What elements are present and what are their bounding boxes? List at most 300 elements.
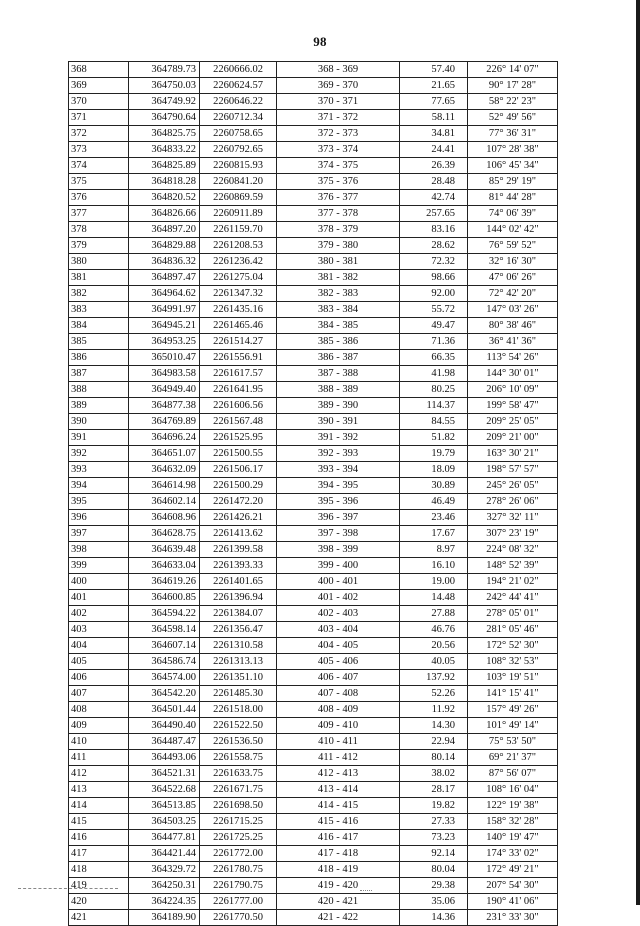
point-number-cell: 405 <box>69 654 129 670</box>
coord-y-cell: 2261159.70 <box>200 222 277 238</box>
coordinates-table <box>68 61 558 926</box>
segment-cell: 372 - 373 <box>277 126 400 142</box>
coord-y-cell: 2261567.48 <box>200 414 277 430</box>
point-number-cell: 403 <box>69 622 129 638</box>
segment-cell: 404 - 405 <box>277 638 400 654</box>
coord-y-cell: 2261606.56 <box>200 398 277 414</box>
coord-y-cell: 2261396.94 <box>200 590 277 606</box>
coord-x-cell: 364833.22 <box>129 142 200 158</box>
segment-cell: 417 - 418 <box>277 846 400 862</box>
coord-x-cell: 364696.24 <box>129 430 200 446</box>
point-number-cell: 399 <box>69 558 129 574</box>
segment-length-cell: 57.40 <box>400 62 468 78</box>
coord-y-cell: 2260666.02 <box>200 62 277 78</box>
direction-angle-cell: 147° 03' 26" <box>468 302 558 318</box>
direction-angle-cell: 87° 56' 07" <box>468 766 558 782</box>
direction-angle-cell: 74° 06' 39" <box>468 206 558 222</box>
point-number-cell: 383 <box>69 302 129 318</box>
point-number-cell: 400 <box>69 574 129 590</box>
coord-y-cell: 2261536.50 <box>200 734 277 750</box>
point-number-cell: 385 <box>69 334 129 350</box>
segment-length-cell: 14.48 <box>400 590 468 606</box>
point-number-cell: 407 <box>69 686 129 702</box>
segment-cell: 415 - 416 <box>277 814 400 830</box>
table-row <box>69 206 558 222</box>
table-row <box>69 398 558 414</box>
segment-cell: 409 - 410 <box>277 718 400 734</box>
point-number-cell: 389 <box>69 398 129 414</box>
point-number-cell: 372 <box>69 126 129 142</box>
segment-length-cell: 19.82 <box>400 798 468 814</box>
direction-angle-cell: 281° 05' 46" <box>468 622 558 638</box>
segment-cell: 382 - 383 <box>277 286 400 302</box>
segment-cell: 408 - 409 <box>277 702 400 718</box>
point-number-cell: 402 <box>69 606 129 622</box>
segment-length-cell: 83.16 <box>400 222 468 238</box>
table-row <box>69 798 558 814</box>
direction-angle-cell: 103° 19' 51" <box>468 670 558 686</box>
direction-angle-cell: 77° 36' 31" <box>468 126 558 142</box>
segment-length-cell: 27.33 <box>400 814 468 830</box>
coord-y-cell: 2261356.47 <box>200 622 277 638</box>
table-row <box>69 830 558 846</box>
table-row <box>69 254 558 270</box>
coord-y-cell: 2261500.55 <box>200 446 277 462</box>
segment-length-cell: 51.82 <box>400 430 468 446</box>
segment-length-cell: 52.26 <box>400 686 468 702</box>
coord-x-cell: 364945.21 <box>129 318 200 334</box>
point-number-cell: 369 <box>69 78 129 94</box>
segment-length-cell: 66.35 <box>400 350 468 366</box>
segment-cell: 414 - 415 <box>277 798 400 814</box>
coord-x-cell: 364983.58 <box>129 366 200 382</box>
point-number-cell: 421 <box>69 910 129 926</box>
direction-angle-cell: 113° 54' 26" <box>468 350 558 366</box>
coord-x-cell: 364189.90 <box>129 910 200 926</box>
table-row <box>69 846 558 862</box>
segment-length-cell: 26.39 <box>400 158 468 174</box>
coord-x-cell: 364493.06 <box>129 750 200 766</box>
direction-angle-cell: 226° 14' 07" <box>468 62 558 78</box>
direction-angle-cell: 47° 06' 26" <box>468 270 558 286</box>
footer-mark <box>360 890 372 891</box>
segment-length-cell: 16.10 <box>400 558 468 574</box>
coord-y-cell: 2261465.46 <box>200 318 277 334</box>
segment-length-cell: 18.09 <box>400 462 468 478</box>
segment-length-cell: 19.00 <box>400 574 468 590</box>
table-row <box>69 734 558 750</box>
coord-y-cell: 2260712.34 <box>200 110 277 126</box>
segment-cell: 389 - 390 <box>277 398 400 414</box>
point-number-cell: 413 <box>69 782 129 798</box>
segment-length-cell: 55.72 <box>400 302 468 318</box>
point-number-cell: 386 <box>69 350 129 366</box>
coord-x-cell: 364586.74 <box>129 654 200 670</box>
segment-length-cell: 34.81 <box>400 126 468 142</box>
coord-x-cell: 364487.47 <box>129 734 200 750</box>
scan-edge-shadow <box>636 0 640 905</box>
segment-cell: 375 - 376 <box>277 174 400 190</box>
point-number-cell: 406 <box>69 670 129 686</box>
direction-angle-cell: 157° 49' 26" <box>468 702 558 718</box>
table-row <box>69 334 558 350</box>
point-number-cell: 381 <box>69 270 129 286</box>
point-number-cell: 411 <box>69 750 129 766</box>
table-row <box>69 718 558 734</box>
coord-y-cell: 2261641.95 <box>200 382 277 398</box>
direction-angle-cell: 278° 05' 01" <box>468 606 558 622</box>
segment-cell: 407 - 408 <box>277 686 400 702</box>
coord-y-cell: 2261770.50 <box>200 910 277 926</box>
segment-length-cell: 80.04 <box>400 862 468 878</box>
direction-angle-cell: 163° 30' 21" <box>468 446 558 462</box>
table-row <box>69 414 558 430</box>
direction-angle-cell: 85° 29' 19" <box>468 174 558 190</box>
segment-length-cell: 71.36 <box>400 334 468 350</box>
segment-length-cell: 19.79 <box>400 446 468 462</box>
coord-x-cell: 364789.73 <box>129 62 200 78</box>
table-row <box>69 750 558 766</box>
coord-y-cell: 2261518.00 <box>200 702 277 718</box>
segment-length-cell: 80.25 <box>400 382 468 398</box>
coord-y-cell: 2260624.57 <box>200 78 277 94</box>
coord-x-cell: 364877.38 <box>129 398 200 414</box>
coord-y-cell: 2261506.17 <box>200 462 277 478</box>
segment-length-cell: 72.32 <box>400 254 468 270</box>
segment-cell: 400 - 401 <box>277 574 400 590</box>
segment-length-cell: 77.65 <box>400 94 468 110</box>
point-number-cell: 408 <box>69 702 129 718</box>
direction-angle-cell: 158° 32' 28" <box>468 814 558 830</box>
coord-x-cell: 364477.81 <box>129 830 200 846</box>
table-row <box>69 558 558 574</box>
segment-cell: 420 - 421 <box>277 894 400 910</box>
segment-length-cell: 46.76 <box>400 622 468 638</box>
table-row <box>69 350 558 366</box>
coord-y-cell: 2260646.22 <box>200 94 277 110</box>
direction-angle-cell: 36° 41' 36" <box>468 334 558 350</box>
coord-y-cell: 2261275.04 <box>200 270 277 286</box>
direction-angle-cell: 144° 02' 42" <box>468 222 558 238</box>
coord-x-cell: 364836.32 <box>129 254 200 270</box>
direction-angle-cell: 206° 10' 09" <box>468 382 558 398</box>
point-number-cell: 419 <box>69 878 129 894</box>
direction-angle-cell: 209° 25' 05" <box>468 414 558 430</box>
point-number-cell: 412 <box>69 766 129 782</box>
coord-y-cell: 2261500.29 <box>200 478 277 494</box>
segment-cell: 421 - 422 <box>277 910 400 926</box>
coord-y-cell: 2261313.13 <box>200 654 277 670</box>
segment-cell: 385 - 386 <box>277 334 400 350</box>
coord-y-cell: 2261772.00 <box>200 846 277 862</box>
table-row <box>69 462 558 478</box>
coord-x-cell: 364818.28 <box>129 174 200 190</box>
coord-x-cell: 364594.22 <box>129 606 200 622</box>
point-number-cell: 380 <box>69 254 129 270</box>
table-row <box>69 78 558 94</box>
coord-x-cell: 364639.48 <box>129 542 200 558</box>
segment-length-cell: 23.46 <box>400 510 468 526</box>
table-row <box>69 174 558 190</box>
coord-y-cell: 2261633.75 <box>200 766 277 782</box>
direction-angle-cell: 209° 21' 00" <box>468 430 558 446</box>
point-number-cell: 420 <box>69 894 129 910</box>
direction-angle-cell: 32° 16' 30" <box>468 254 558 270</box>
segment-length-cell: 92.14 <box>400 846 468 862</box>
direction-angle-cell: 144° 30' 01" <box>468 366 558 382</box>
point-number-cell: 415 <box>69 814 129 830</box>
coord-x-cell: 364991.97 <box>129 302 200 318</box>
segment-cell: 411 - 412 <box>277 750 400 766</box>
direction-angle-cell: 80° 38' 46" <box>468 318 558 334</box>
segment-length-cell: 22.94 <box>400 734 468 750</box>
coord-x-cell: 364614.98 <box>129 478 200 494</box>
segment-length-cell: 42.74 <box>400 190 468 206</box>
point-number-cell: 388 <box>69 382 129 398</box>
point-number-cell: 397 <box>69 526 129 542</box>
direction-angle-cell: 245° 26' 05" <box>468 478 558 494</box>
segment-cell: 395 - 396 <box>277 494 400 510</box>
coord-y-cell: 2261777.00 <box>200 894 277 910</box>
table-row <box>69 142 558 158</box>
direction-angle-cell: 278° 26' 06" <box>468 494 558 510</box>
segment-cell: 383 - 384 <box>277 302 400 318</box>
segment-length-cell: 257.65 <box>400 206 468 222</box>
table-row <box>69 510 558 526</box>
coord-y-cell: 2260911.89 <box>200 206 277 222</box>
coord-y-cell: 2261522.50 <box>200 718 277 734</box>
coord-x-cell: 364897.20 <box>129 222 200 238</box>
table-row <box>69 94 558 110</box>
segment-length-cell: 73.23 <box>400 830 468 846</box>
coord-y-cell: 2261780.75 <box>200 862 277 878</box>
table-row <box>69 814 558 830</box>
coord-y-cell: 2260869.59 <box>200 190 277 206</box>
coord-x-cell: 364953.25 <box>129 334 200 350</box>
coord-x-cell: 364542.20 <box>129 686 200 702</box>
segment-cell: 380 - 381 <box>277 254 400 270</box>
table-row <box>69 702 558 718</box>
direction-angle-cell: 172° 52' 30" <box>468 638 558 654</box>
segment-cell: 399 - 400 <box>277 558 400 574</box>
coord-y-cell: 2261236.42 <box>200 254 277 270</box>
direction-angle-cell: 242° 44' 41" <box>468 590 558 606</box>
page-number: 98 <box>313 34 327 49</box>
point-number-cell: 398 <box>69 542 129 558</box>
coord-x-cell: 364619.26 <box>129 574 200 590</box>
segment-cell: 410 - 411 <box>277 734 400 750</box>
coord-x-cell: 364598.14 <box>129 622 200 638</box>
point-number-cell: 384 <box>69 318 129 334</box>
coord-y-cell: 2261208.53 <box>200 238 277 254</box>
direction-angle-cell: 90° 17' 28" <box>468 78 558 94</box>
coord-x-cell: 364503.25 <box>129 814 200 830</box>
table-row <box>69 782 558 798</box>
point-number-cell: 382 <box>69 286 129 302</box>
segment-length-cell: 35.06 <box>400 894 468 910</box>
table-row <box>69 62 558 78</box>
coord-x-cell: 364329.72 <box>129 862 200 878</box>
segment-cell: 402 - 403 <box>277 606 400 622</box>
point-number-cell: 373 <box>69 142 129 158</box>
table-row <box>69 446 558 462</box>
coord-x-cell: 364600.85 <box>129 590 200 606</box>
segment-length-cell: 17.67 <box>400 526 468 542</box>
table-row <box>69 686 558 702</box>
coord-x-cell: 364826.66 <box>129 206 200 222</box>
point-number-cell: 395 <box>69 494 129 510</box>
table-row <box>69 302 558 318</box>
table-row <box>69 590 558 606</box>
coord-y-cell: 2261514.27 <box>200 334 277 350</box>
segment-cell: 405 - 406 <box>277 654 400 670</box>
segment-cell: 381 - 382 <box>277 270 400 286</box>
coord-y-cell: 2261384.07 <box>200 606 277 622</box>
table-row <box>69 126 558 142</box>
coord-x-cell: 364769.89 <box>129 414 200 430</box>
table-row <box>69 318 558 334</box>
point-number-cell: 394 <box>69 478 129 494</box>
coord-x-cell: 364651.07 <box>129 446 200 462</box>
coord-y-cell: 2260792.65 <box>200 142 277 158</box>
coord-y-cell: 2261399.58 <box>200 542 277 558</box>
segment-cell: 379 - 380 <box>277 238 400 254</box>
coord-x-cell: 364490.40 <box>129 718 200 734</box>
coord-x-cell: 364602.14 <box>129 494 200 510</box>
direction-angle-cell: 327° 32' 11" <box>468 510 558 526</box>
segment-length-cell: 49.47 <box>400 318 468 334</box>
coord-x-cell: 364501.44 <box>129 702 200 718</box>
direction-angle-cell: 108° 32' 53" <box>468 654 558 670</box>
coord-x-cell: 364224.35 <box>129 894 200 910</box>
coord-y-cell: 2261725.25 <box>200 830 277 846</box>
direction-angle-cell: 81° 44' 28" <box>468 190 558 206</box>
segment-length-cell: 14.30 <box>400 718 468 734</box>
segment-length-cell: 11.92 <box>400 702 468 718</box>
coord-y-cell: 2261347.32 <box>200 286 277 302</box>
table-row <box>69 526 558 542</box>
coord-y-cell: 2261393.33 <box>200 558 277 574</box>
table-row <box>69 158 558 174</box>
direction-angle-cell: 190° 41' 06" <box>468 894 558 910</box>
segment-length-cell: 58.11 <box>400 110 468 126</box>
point-number-cell: 376 <box>69 190 129 206</box>
coord-y-cell: 2261426.21 <box>200 510 277 526</box>
segment-cell: 368 - 369 <box>277 62 400 78</box>
direction-angle-cell: 58° 22' 23" <box>468 94 558 110</box>
segment-cell: 403 - 404 <box>277 622 400 638</box>
coord-y-cell: 2261401.65 <box>200 574 277 590</box>
point-number-cell: 374 <box>69 158 129 174</box>
segment-cell: 378 - 379 <box>277 222 400 238</box>
point-number-cell: 396 <box>69 510 129 526</box>
segment-cell: 394 - 395 <box>277 478 400 494</box>
coord-x-cell: 364829.88 <box>129 238 200 254</box>
segment-length-cell: 24.41 <box>400 142 468 158</box>
point-number-cell: 392 <box>69 446 129 462</box>
point-number-cell: 401 <box>69 590 129 606</box>
table-row <box>69 878 558 894</box>
segment-length-cell: 46.49 <box>400 494 468 510</box>
table-row <box>69 286 558 302</box>
coord-x-cell: 364421.44 <box>129 846 200 862</box>
segment-cell: 396 - 397 <box>277 510 400 526</box>
segment-length-cell: 28.62 <box>400 238 468 254</box>
table-row <box>69 654 558 670</box>
segment-cell: 418 - 419 <box>277 862 400 878</box>
coord-y-cell: 2261617.57 <box>200 366 277 382</box>
direction-angle-cell: 207° 54' 30" <box>468 878 558 894</box>
coord-y-cell: 2260841.20 <box>200 174 277 190</box>
point-number-cell: 404 <box>69 638 129 654</box>
direction-angle-cell: 199° 58' 47" <box>468 398 558 414</box>
coord-y-cell: 2261351.10 <box>200 670 277 686</box>
segment-cell: 419 - 420 <box>277 878 400 894</box>
table-row <box>69 622 558 638</box>
table-row <box>69 478 558 494</box>
coord-x-cell: 364949.40 <box>129 382 200 398</box>
segment-cell: 387 - 388 <box>277 366 400 382</box>
table-row <box>69 110 558 126</box>
segment-length-cell: 14.36 <box>400 910 468 926</box>
point-number-cell: 391 <box>69 430 129 446</box>
table-row <box>69 430 558 446</box>
direction-angle-cell: 107° 28' 38" <box>468 142 558 158</box>
table-row <box>69 862 558 878</box>
coord-y-cell: 2261472.20 <box>200 494 277 510</box>
point-number-cell: 375 <box>69 174 129 190</box>
direction-angle-cell: 307° 23' 19" <box>468 526 558 542</box>
segment-cell: 384 - 385 <box>277 318 400 334</box>
coord-y-cell: 2261413.62 <box>200 526 277 542</box>
coord-x-cell: 364607.14 <box>129 638 200 654</box>
coord-x-cell: 364820.52 <box>129 190 200 206</box>
segment-length-cell: 114.37 <box>400 398 468 414</box>
segment-length-cell: 84.55 <box>400 414 468 430</box>
coord-x-cell: 364628.75 <box>129 526 200 542</box>
table-row <box>69 270 558 286</box>
direction-angle-cell: 231° 33' 30" <box>468 910 558 926</box>
point-number-cell: 377 <box>69 206 129 222</box>
segment-length-cell: 38.02 <box>400 766 468 782</box>
direction-angle-cell: 224° 08' 32" <box>468 542 558 558</box>
coord-x-cell: 364250.31 <box>129 878 200 894</box>
coord-y-cell: 2261485.30 <box>200 686 277 702</box>
point-number-cell: 371 <box>69 110 129 126</box>
point-number-cell: 370 <box>69 94 129 110</box>
table-row <box>69 766 558 782</box>
segment-length-cell: 80.14 <box>400 750 468 766</box>
table-row <box>69 238 558 254</box>
direction-angle-cell: 106° 45' 34" <box>468 158 558 174</box>
segment-cell: 398 - 399 <box>277 542 400 558</box>
coord-x-cell: 364574.00 <box>129 670 200 686</box>
segment-cell: 376 - 377 <box>277 190 400 206</box>
coord-x-cell: 364513.85 <box>129 798 200 814</box>
segment-length-cell: 29.38 <box>400 878 468 894</box>
segment-length-cell: 40.05 <box>400 654 468 670</box>
coord-x-cell: 364964.62 <box>129 286 200 302</box>
segment-cell: 412 - 413 <box>277 766 400 782</box>
segment-length-cell: 98.66 <box>400 270 468 286</box>
segment-cell: 413 - 414 <box>277 782 400 798</box>
coord-y-cell: 2261435.16 <box>200 302 277 318</box>
coord-y-cell: 2261525.95 <box>200 430 277 446</box>
coord-y-cell: 2261698.50 <box>200 798 277 814</box>
coord-x-cell: 364633.04 <box>129 558 200 574</box>
coord-y-cell: 2261310.58 <box>200 638 277 654</box>
point-number-cell: 417 <box>69 846 129 862</box>
